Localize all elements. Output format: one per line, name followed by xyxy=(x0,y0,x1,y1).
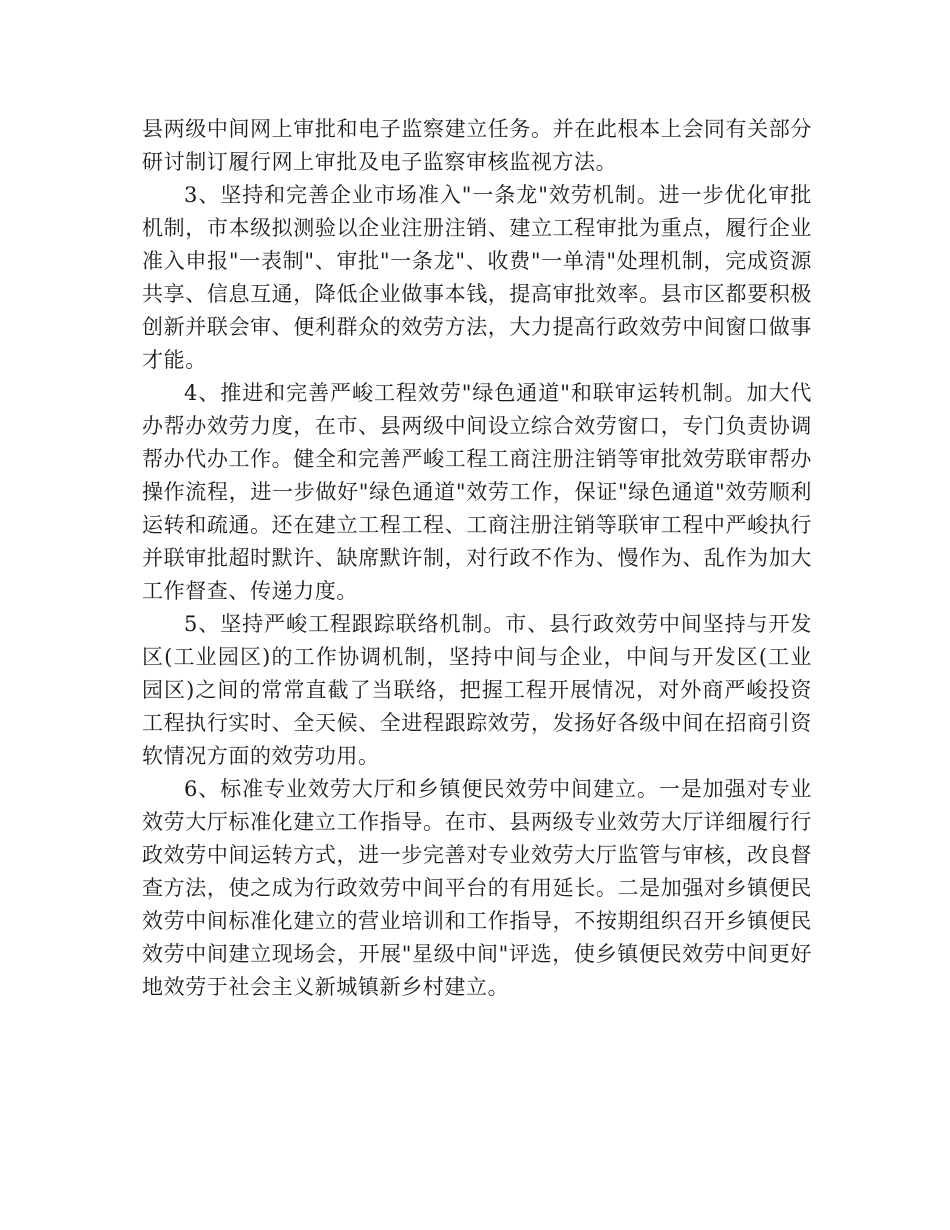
document-body xyxy=(142,113,812,1004)
paragraph-item-4: 4、推进和完善严峻工程效劳"绿色通道"和联审运转机制。加大代办帮办效劳力度，在市、县两级中间设立综合效劳窗口，专门负责协调帮办代办工作。健全和完善严峻工程工商注册注销等审批效劳联审帮办操作流程，进一步做好"绿色通道"效劳工作，保证"绿色通道"效劳顺利运转和疏通。还在建立工程工程、工商注册注销等联审工程中严峻执行并联审批超时默许、缺席默许制，对行政不作为、慢作为、乱作为加大工作督查、传递力度。 xyxy=(142,381,812,603)
paragraph-item-5: 5、坚持严峻工程跟踪联络机制。市、县行政效劳中间坚持与开发区(工业园区)的工作协调机制，坚持中间与企业，中间与开发区(工业园区)之间的常常直截了当联络，把握工程开展情况，对外商严峻投资工程执行实时、全天候、全进程跟踪效劳，发扬好各级中间在招商引资软情况方面的效劳功用。 xyxy=(142,612,812,768)
paragraph-item-3: 3、坚持和完善企业市场准入"一条龙"效劳机制。进一步优化审批机制，市本级拟测验以企业注册注销、建立工程审批为重点，履行企业准入申报"一表制"、审批"一条龙"、收费"一单清"处理机制，完成资源共享、信息互通，降低企业做事本钱，提高审批效率。县市区都要积极创新并联会审、便利群众的效劳方法，大力提高行政效劳中间窗口做事才能。 xyxy=(142,183,812,372)
paragraph-continuation: 县两级中间网上审批和电子监察建立任务。并在此根本上会同有关部分研讨制订履行网上审批及电子监察审核监视方法。 xyxy=(142,117,812,174)
paragraph-item-6: 6、标准专业效劳大厅和乡镇便民效劳中间建立。一是加强对专业效劳大厅标准化建立工作指导。在市、县两级专业效劳大厅详细履行行政效劳中间运转方式，进一步完善对专业效劳大厅监管与审核，改良督查方法，使之成为行政效劳中间平台的有用延长。二是加强对乡镇便民效劳中间标准化建立的营业培训和工作指导，不按期组织召开乡镇便民效劳中间建立现场会，开展"星级中间"评选，使乡镇便民效劳中间更好地效劳于社会主义新城镇新乡村建立。 xyxy=(142,777,812,999)
